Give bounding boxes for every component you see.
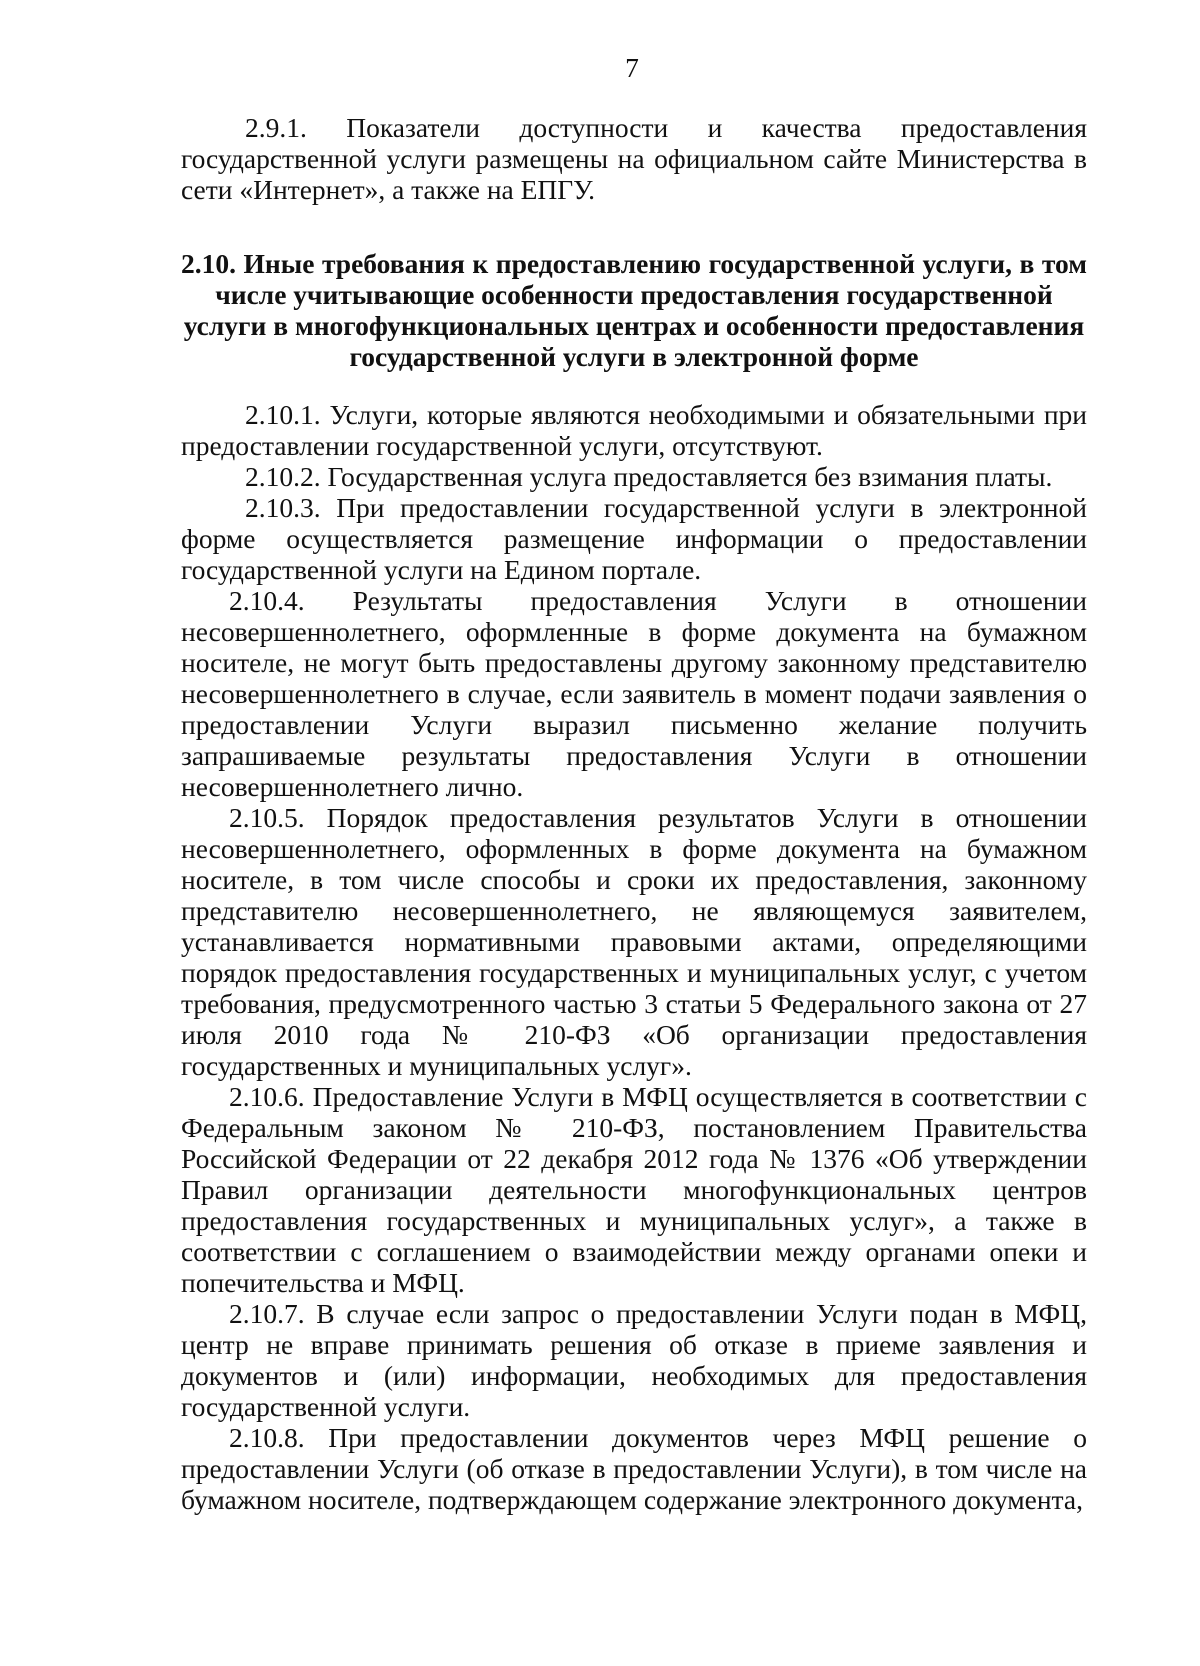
heading-line: услуги в многофункциональных центрах и особенности предоставления [183, 310, 1085, 341]
paragraph-2-10-3: 2.10.3. При предоставлении государственной услуги в электронной форме осуществляется размещение информации о предоставлении государственной услуги на Едином портале. [181, 492, 1087, 585]
page-number: 7 [625, 52, 639, 83]
paragraph-2-10-5: 2.10.5. Порядок предоставления результатов Услуги в отношении несовершеннолетнего, оформленных в форме документа на бумажном носителе, в том числе способы и сроки их предоставления, законному представителю несовершеннолетнего, не являющемуся заявителем, устанавливается нормативными правовыми актами, определяющими порядок предоставления государственных и муниципальных услуг, с учетом требования, предусмотренного частью 3 статьи 5 Федерального закона от 27 июля 2010 года № 210-ФЗ «Об организации предоставления государственных и муниципальных услуг». [181, 802, 1087, 1081]
paragraph-2-9-1: 2.9.1. Показатели доступности и качества предоставления государственной услуги размещены на официальном сайте Министерства в сети «Интернет», а также на ЕПГУ. [181, 112, 1087, 205]
heading-line: числе учитывающие особенности предоставления государственной [215, 279, 1053, 310]
heading-line: 2.10. Иные требования к предоставлению государственной услуги, в том [181, 248, 1087, 279]
section-heading-2-10 [181, 248, 1087, 372]
paragraph-2-10-7: 2.10.7. В случае если запрос о предоставлении Услуги подан в МФЦ, центр не вправе принимать решения об отказе в приеме заявления и документов и (или) информации, необходимых для предоставления государственной услуги. [181, 1298, 1087, 1422]
paragraph-2-10-2: 2.10.2. Государственная услуга предоставляется без взимания платы. [245, 461, 1053, 492]
paragraph-2-10-4: 2.10.4. Результаты предоставления Услуги в отношении несовершеннолетнего, оформленные в форме документа на бумажном носителе, не могут быть предоставлены другому законному представителю несовершеннолетнего в случае, если заявитель в момент подачи заявления о предоставлении Услуги выразил письменно желание получить запрашиваемые результаты предоставления Услуги в отношении несовершеннолетнего лично. [181, 585, 1087, 802]
document-body [181, 112, 1087, 1515]
paragraph-2-10-8: 2.10.8. При предоставлении документов через МФЦ решение о предоставлении Услуги (об отказе в предоставлении Услуги), в том числе на бумажном носителе, подтверждающем содержание электронного документа, [181, 1422, 1087, 1515]
heading-line: государственной услуги в электронной форме [349, 341, 919, 372]
paragraph-2-10-1: 2.10.1. Услуги, которые являются необходимыми и обязательными при предоставлении государственной услуги, отсутствуют. [181, 399, 1087, 461]
paragraph-2-10-6: 2.10.6. Предоставление Услуги в МФЦ осуществляется в соответствии с Федеральным законом № 210-ФЗ, постановлением Правительства Российской Федерации от 22 декабря 2012 года № 1376 «Об утверждении Правил организации деятельности многофункциональных центров предоставления государственных и муниципальных услуг», а также в соответствии с соглашением о взаимодействии между органами опеки и попечительства и МФЦ. [181, 1081, 1087, 1298]
